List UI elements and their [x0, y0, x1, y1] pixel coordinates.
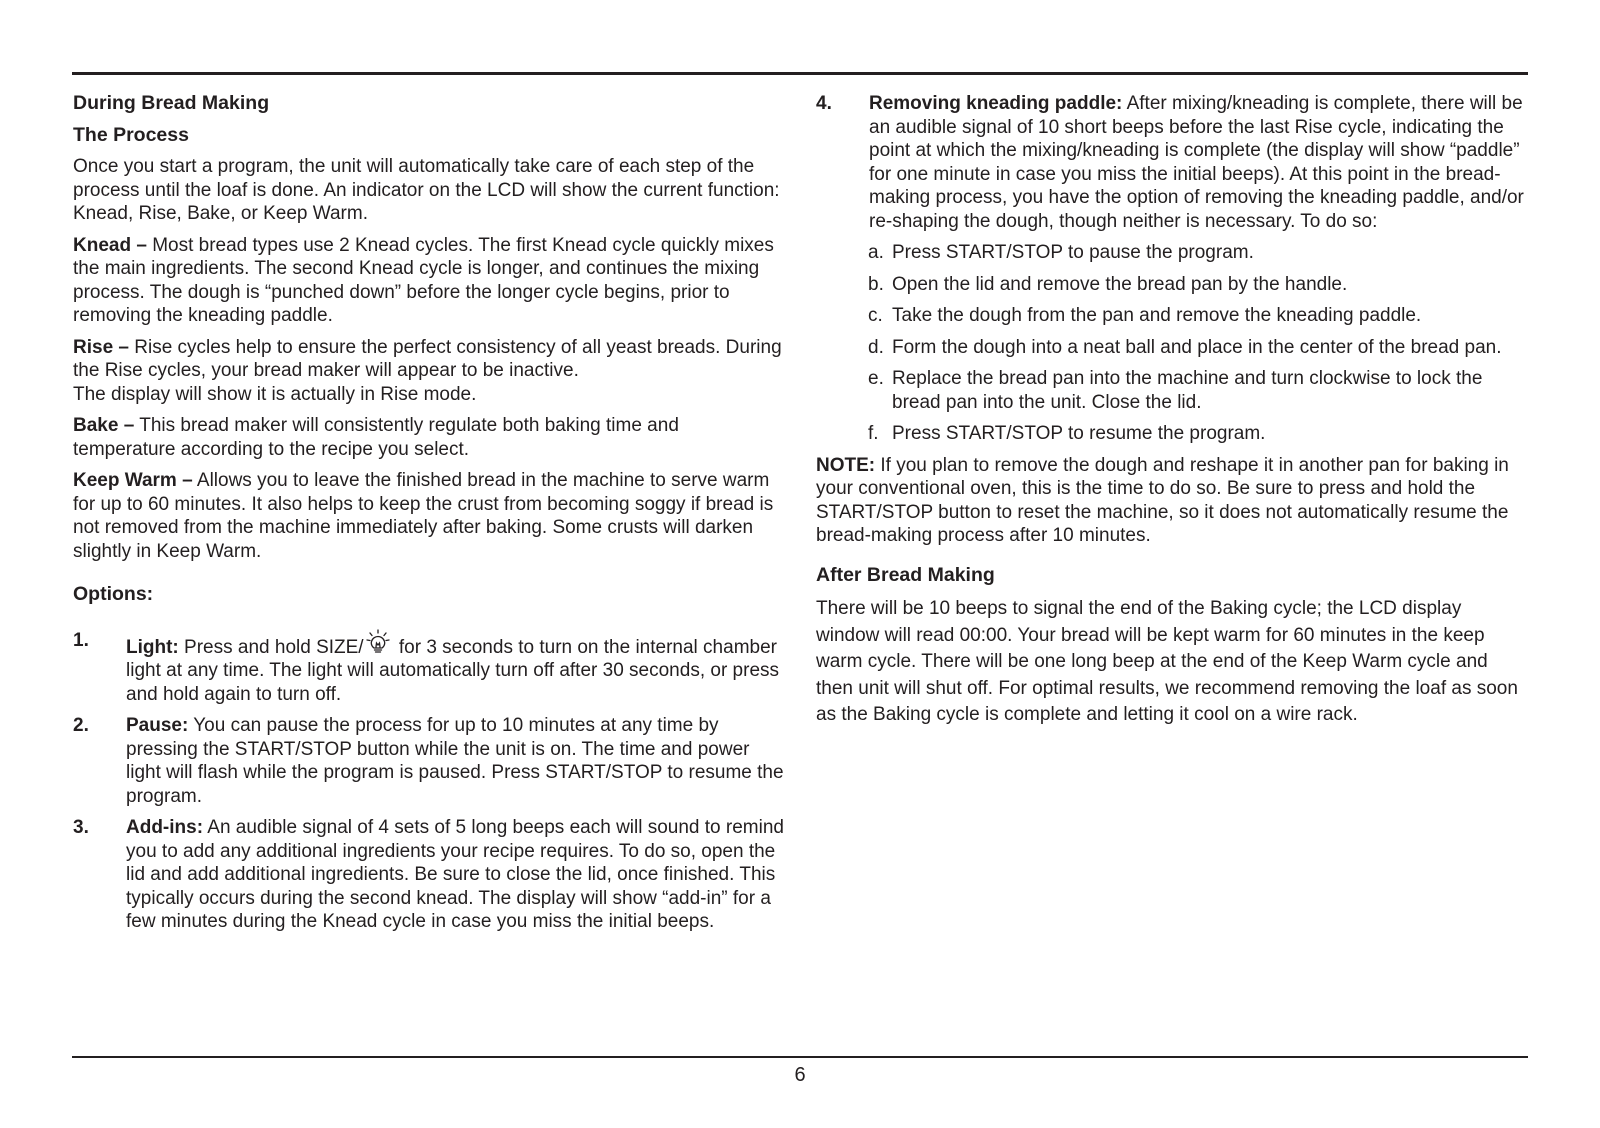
options-heading: Options: [73, 583, 154, 605]
option-number: 2. [73, 715, 89, 736]
rise-label: Rise – [73, 336, 129, 358]
step-letter: d. [868, 336, 884, 358]
knead-text: Most bread types use 2 Knead cycles. The first Knead cycle quickly mixes the main ingredients. The second Knead cycle is longer, and continues the mixing process. The dough is “punched down” before the longer cycle begins, prior to removing the kneading paddle. [73, 234, 774, 326]
note-paragraph [816, 454, 1528, 548]
step-letter: a. [868, 242, 884, 263]
option-item-add-ins [73, 816, 785, 934]
the-process-heading: The Process [73, 123, 189, 146]
step-letter: c. [868, 305, 883, 326]
left-column [73, 92, 785, 934]
step-item [868, 367, 1528, 414]
option-label: Removing kneading paddle: [869, 93, 1123, 114]
note-text: If you plan to remove the dough and reshape it in another pan for baking in your conventional oven, this is the time to do so. Be sure to press and hold the START/STOP button to reset the machine, so it does not automatically resume the bread-making process after 10 minutes. [816, 454, 1509, 546]
option-text [126, 714, 785, 808]
option-text [126, 629, 785, 707]
keep-warm-paragraph [73, 469, 785, 563]
note-label: NOTE: [816, 454, 876, 476]
step-text: Take the dough from the pan and remove the kneading paddle. [892, 305, 1422, 326]
page-number: 6 [794, 1064, 806, 1086]
rise-paragraph [73, 336, 785, 407]
bake-label: Bake – [73, 415, 135, 436]
bottom-rule [72, 1056, 1528, 1058]
rise-text: Rise cycles help to ensure the perfect consistency of all yeast breads. During the Rise cycles, your bread maker will appear to be inactive. [73, 336, 782, 381]
option-body: You can pause the process for up to 10 minutes at any time by pressing the START/STOP button while the unit is on. The time and power light will flash while the program is paused. Press START/STOP to resume the program. [126, 715, 784, 807]
option-label: Pause: [126, 715, 189, 736]
step-letter: e. [868, 368, 884, 389]
paddle-steps-list [868, 241, 1528, 446]
bake-paragraph [73, 414, 785, 461]
option-text-before-icon: Press and hold SIZE/ [184, 636, 364, 658]
knead-paragraph [73, 234, 785, 328]
bake-text: This bread maker will consistently regulate both baking time and temperature according to the recipe you select. [73, 415, 679, 460]
option-text [126, 816, 785, 934]
option-number: 3. [73, 817, 89, 838]
rise-text-2: The display will show it is actually in Rise mode. [73, 383, 477, 405]
step-item [868, 422, 1528, 446]
keep-warm-label: Keep Warm – [73, 470, 193, 491]
option-item-removing-paddle [816, 92, 1528, 233]
top-rule [72, 72, 1528, 75]
light-bulb-icon [365, 629, 391, 655]
step-item [868, 273, 1528, 297]
step-text: Open the lid and remove the bread pan by the handle. [892, 273, 1348, 295]
option-number: 1. [73, 629, 89, 651]
after-bread-making-paragraph: There will be 10 beeps to signal the end of the Baking cycle; the LCD display window will read 00:00. Your bread will be kept warm for 60 minutes in the keep warm cycle. There will be one long beep at the end of the Keep Warm cycle and then unit will shut off. For optimal results, we recommend removing the loaf as soon as the Baking cycle is complete and letting it cool on a wire rack. [816, 598, 1518, 725]
right-column [816, 92, 1528, 729]
option-number: 4. [816, 93, 832, 114]
option-item-pause [73, 714, 785, 808]
step-item [868, 336, 1528, 360]
after-bread-making-heading: After Bread Making [816, 563, 995, 586]
step-item [868, 304, 1528, 328]
knead-label: Knead – [73, 234, 147, 256]
step-letter: f. [868, 423, 879, 444]
option-body: After mixing/kneading is complete, there will be an audible signal of 10 short beeps before the last Rise cycle, indicating the point at which the mixing/kneading is complete (the display will show “paddle” for one minute in case you miss the initial beeps). At this point in the bread-making process, you have the option of removing the kneading paddle, and/or re-shaping the dough, though neither is necessary. To do so: [869, 93, 1524, 232]
option-label: Light: [126, 636, 179, 658]
keep-warm-text: Allows you to leave the finished bread in the machine to serve warm for up to 60 minutes. It also helps to keep the crust from becoming soggy if bread is not removed from the machine immediately after baking. Some crusts will darken slightly in Keep Warm. [73, 470, 774, 562]
during-bread-making-heading: During Bread Making [73, 92, 270, 114]
option-item-light [73, 629, 785, 707]
option-text [869, 92, 1528, 233]
option-label: Add-ins: [126, 817, 204, 838]
step-text: Press START/STOP to pause the program. [892, 242, 1254, 263]
step-letter: b. [868, 273, 884, 295]
step-text: Replace the bread pan into the machine and turn clockwise to lock the bread pan into the unit. Close the lid. [892, 368, 1483, 413]
process-paragraph: Once you start a program, the unit will automatically take care of each step of the process until the loaf is done. An indicator on the LCD will show the current function: Knead, Rise, Bake, or Keep Warm. [73, 156, 780, 224]
option-text-after-icon: for 3 seconds to turn on the internal chamber light at any time. The light will automatically turn off after 30 seconds, or press and hold again to turn off. [126, 636, 780, 705]
option-body: An audible signal of 4 sets of 5 long beeps each will sound to remind you to add any additional ingredients your recipe requires. To do so, open the lid and add additional ingredients. Be sure to close the lid, once finished. This typically occurs during the second knead. The display will show “add-in” for a few minutes during the Knead cycle in case you miss the initial beeps. [126, 817, 784, 932]
step-text: Form the dough into a neat ball and place in the center of the bread pan. [892, 336, 1502, 358]
step-text: Press START/STOP to resume the program. [892, 423, 1266, 444]
step-item [868, 241, 1528, 265]
